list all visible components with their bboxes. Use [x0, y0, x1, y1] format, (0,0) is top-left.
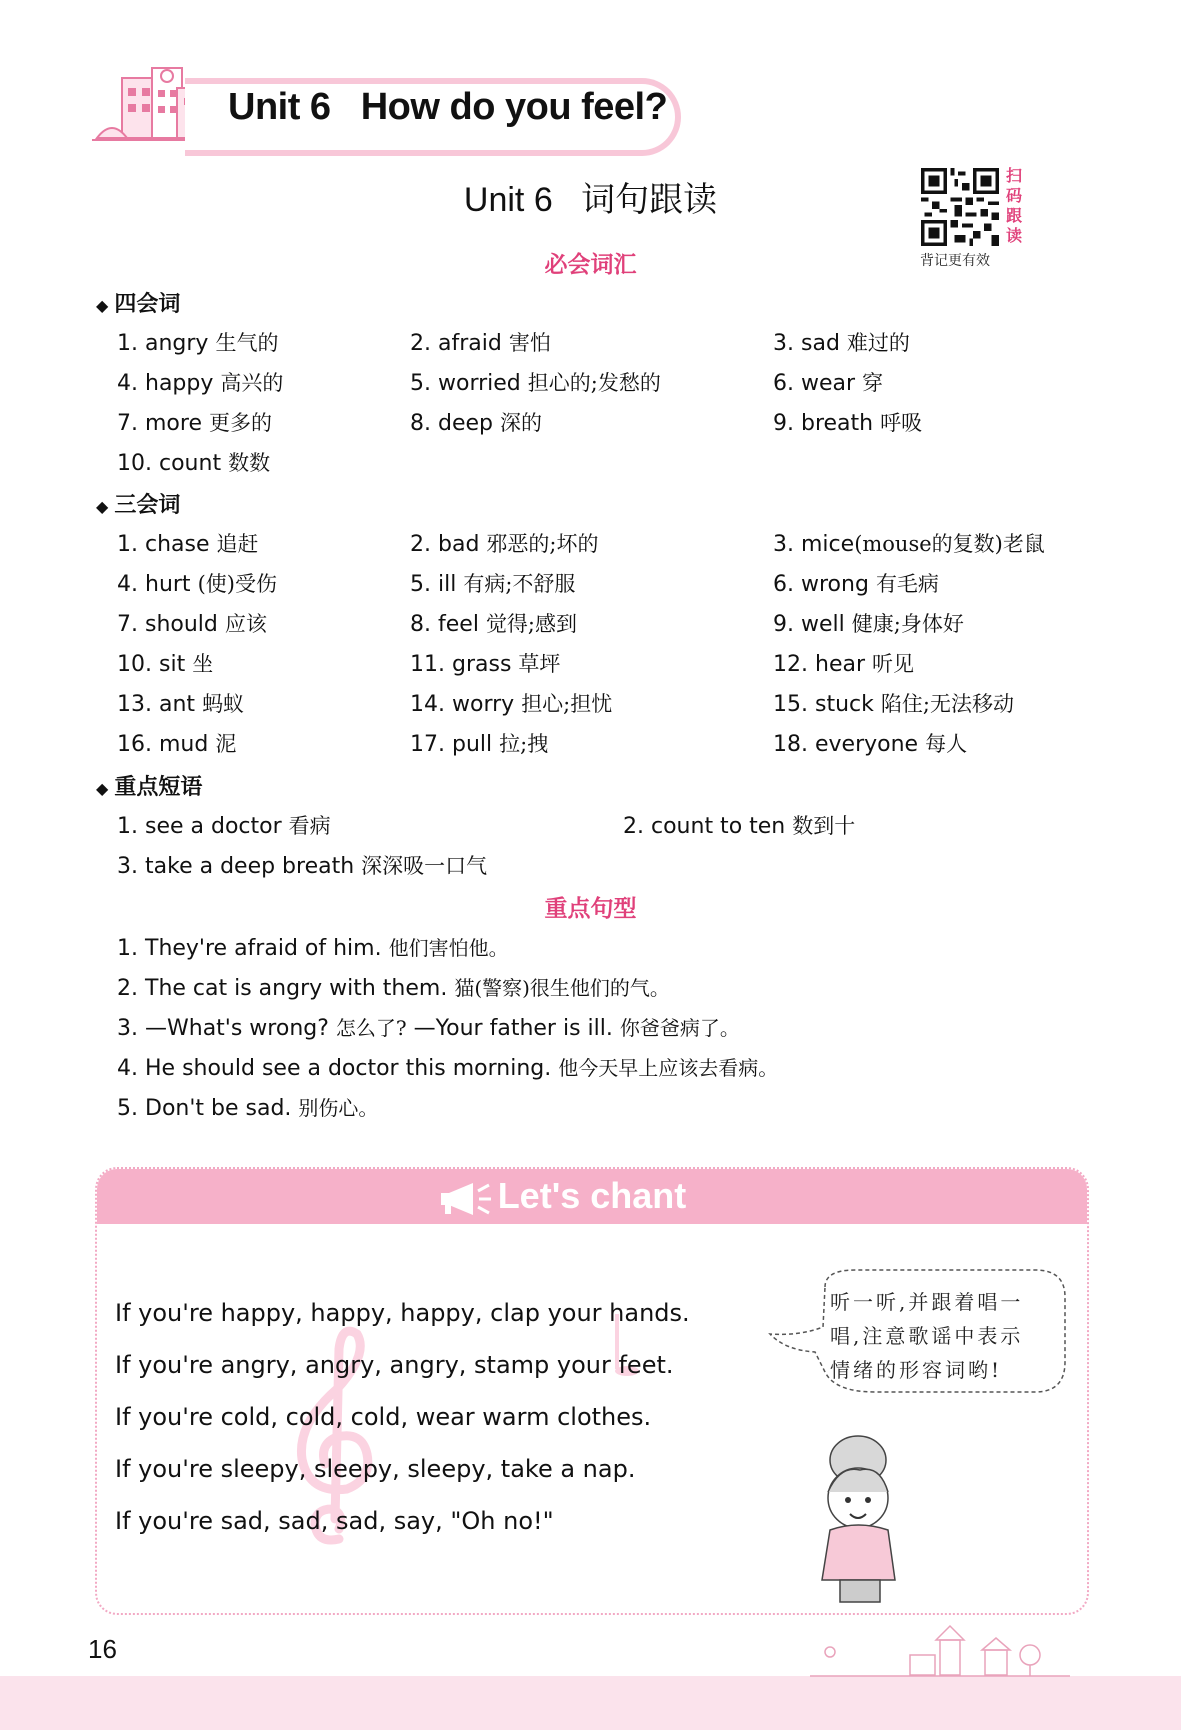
qr-side-label: [1003, 166, 1025, 246]
chant-line: If you're angry, angry, angry, stamp your feet.: [115, 1351, 674, 1379]
vocab-item: 8. deep 深的: [410, 411, 542, 436]
three-skill-label: 三会词: [114, 493, 181, 518]
vocab-item: 14. worry 担心;担忧: [410, 692, 613, 717]
vocab-item: 4. hurt (使)受伤: [117, 572, 277, 597]
four-skill-label: 四会词: [114, 292, 181, 317]
vocab-item: 2. bad 邪恶的;坏的: [410, 532, 599, 557]
qr-side-char: 跟: [1005, 206, 1022, 225]
phrase-item: 2. count to ten 数到十: [623, 814, 856, 839]
vocab-item: 15. stuck 陷住;无法移动: [773, 692, 1014, 717]
vocab-item: 16. mud 泥: [117, 732, 237, 757]
page-number: 16: [88, 1634, 117, 1664]
vocab-item: 10. count 数数: [117, 451, 271, 476]
vocab-item: 11. grass 草坪: [410, 652, 561, 677]
three-skill-heading: [96, 488, 180, 519]
vocab-item: 5. ill 有病;不舒服: [410, 572, 576, 597]
qr-side-char: 扫: [1005, 166, 1022, 185]
chant-line: If you're cold, cold, cold, wear warm clothes.: [115, 1403, 652, 1431]
sentences-heading: 重点句型: [544, 896, 637, 922]
vocab-item: 13. ant 蚂蚁: [117, 692, 245, 717]
vocab-item: 9. well 健康;身体好: [773, 612, 964, 637]
vocab-item: 10. sit 坐: [117, 652, 214, 677]
chant-line: If you're sad, sad, sad, say, "Oh no!": [115, 1507, 554, 1535]
vocab-item: 7. should 应该: [117, 612, 267, 637]
vocab-item: 6. wear 穿: [773, 371, 884, 396]
sentence-item: 4. He should see a doctor this morning. 他今天早上应该去看病。: [117, 1056, 779, 1081]
sentence-item: 1. They're afraid of him. 他们害怕他。: [117, 936, 509, 961]
vocab-item: 7. more 更多的: [117, 411, 272, 436]
vocab-item: 1. chase 追赶: [117, 532, 259, 557]
vocab-item: 17. pull 拉;拽: [410, 732, 549, 757]
footer-band: [0, 1676, 1181, 1730]
speech-bubble-text: 听一听,并跟着唱一唱,注意歌谣中表示情绪的形容词哟!: [830, 1290, 1024, 1382]
vocab-item: 18. everyone 每人: [773, 732, 968, 757]
vocab-item: 8. feel 觉得;感到: [410, 612, 578, 637]
girl-illustration-icon: [800, 1430, 920, 1605]
diamond-bullet-icon: ◆: [96, 296, 109, 315]
vocab-item: 5. worried 担心的;发愁的: [410, 371, 661, 396]
vocab-item: 3. sad 难过的: [773, 331, 910, 356]
chant-line: If you're sleepy, sleepy, sleepy, take a nap.: [115, 1455, 636, 1483]
section-title: Unit 6 词句跟读: [463, 181, 718, 219]
vocab-item: 9. breath 呼吸: [773, 411, 923, 436]
sentence-item: 5. Don't be sad. 别伤心。: [117, 1096, 379, 1121]
diamond-bullet-icon: ◆: [96, 497, 109, 516]
sentence-item: 2. The cat is angry with them. 猫(警察)很生他们的气。: [117, 976, 670, 1001]
four-skill-heading: [96, 287, 180, 318]
phrases-label: 重点短语: [114, 775, 203, 800]
footer-town-icon: [810, 1620, 1070, 1680]
vocab-item: 6. wrong 有毛病: [773, 572, 939, 597]
vocab-heading: 必会词汇: [544, 252, 637, 278]
qr-code-icon[interactable]: [921, 168, 999, 246]
chant-line: If you're happy, happy, happy, clap your hands.: [115, 1299, 690, 1327]
chant-title: Let's chant: [497, 1175, 687, 1216]
diamond-bullet-icon: ◆: [96, 779, 109, 798]
unit-title: Unit 6 How do you feel?: [228, 86, 668, 128]
sentence-item: 3. —What's wrong? 怎么了? —Your father is ill. 你爸爸病了。: [117, 1016, 740, 1041]
vocab-item: 2. afraid 害怕: [410, 331, 551, 356]
qr-side-char: 码: [1005, 186, 1022, 205]
phrase-item: 3. take a deep breath 深深吸一口气: [117, 854, 488, 879]
vocab-item: 1. angry 生气的: [117, 331, 279, 356]
vocab-item: 4. happy 高兴的: [117, 371, 284, 396]
phrase-item: 1. see a doctor 看病: [117, 814, 331, 839]
vocab-item: 3. mice(mouse的复数)老鼠: [773, 532, 1045, 557]
qr-side-char: 读: [1005, 226, 1022, 245]
qr-caption: 背记更有效: [920, 253, 990, 269]
phrases-heading: [96, 770, 202, 801]
vocab-item: 12. hear 听见: [773, 652, 915, 677]
